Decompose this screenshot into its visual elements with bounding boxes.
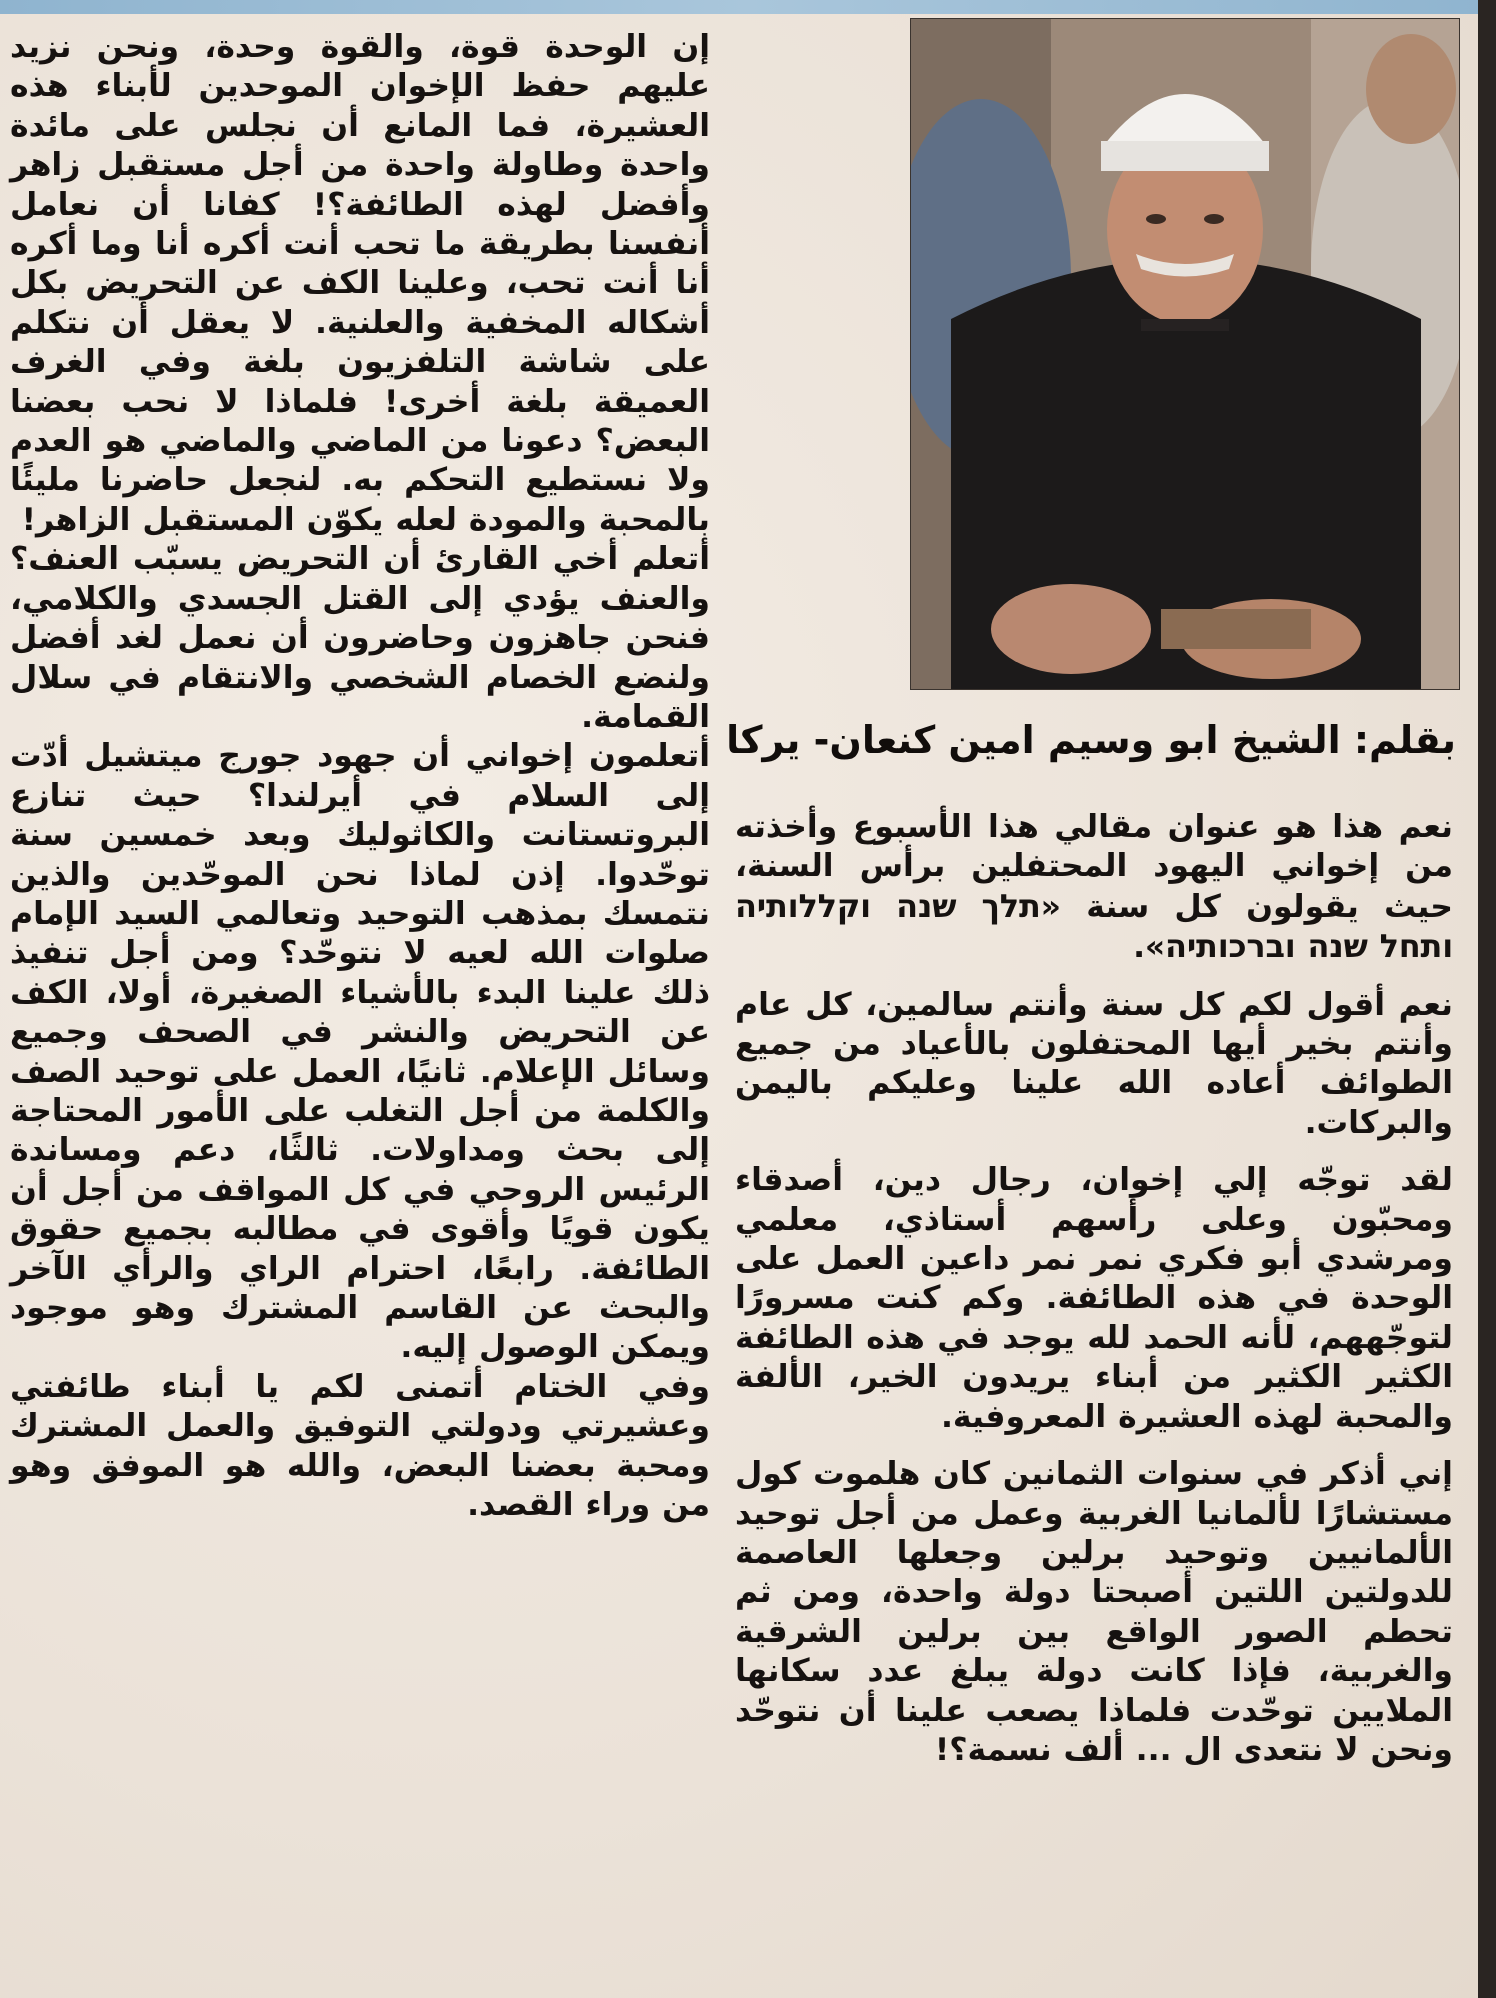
right-paragraph: إني أذكر في سنوات الثمانين كان هلموت كول مستشارًا لألمانيا الغربية وعمل من أجل توحيد الألمانيين وتوحيد برلين وجعلها العاصمة للدولتين اللتين أصبحتا دولة واحدة، ومن ثم تحطم الصور الواقع بين برلين الشرقية والغربية، فإذا كانت دولة يبلغ عدد سكانها الملايين توحّدت فلماذا يصعب علينا أن نتوحّد ونحن لا نتعدى ال ... ألف نسمة؟!: [735, 1456, 1453, 1768]
left-paragraph: إن الوحدة قوة، والقوة وحدة، ونحن نزيد عليهم حفظ الإخوان الموحدين لأبناء هذه العشيرة، فما المانع أن نجلس على مائدة واحدة وطاولة واحدة من أجل مستقبل زاهر وأفضل لهذه الطائفة؟! كفانا أن نعامل أنفسنا بطريقة ما تحب أنت أكره أنا وما أكره أنا أنت تحب، وعلينا الكف عن التحريض بكل أشكاله المخفية والعلنية. لا يعقل أن نتكلم على شاشة التلفزيون بلغة وفي الغرف العميقة بلغة أخرى! فلماذا لا نحب بعضنا البعض؟ دعونا من الماضي والماضي هو العدم ولا نستطيع التحكم به. لنجعل حاضرنا مليئًا بالمحبة والمودة لعله يكوّن المستقبل الزاهر!: [10, 29, 710, 538]
article-right-column: [735, 808, 1453, 1770]
left-paragraph: أتعلم أخي القارئ أن التحريض يسبّب العنف؟ والعنف يؤدي إلى القتل الجسدي والكلامي، فنحن جاهزون وحاضرون أن نعمل لغد أفضل ولنضع الخصام الشخصي والانتقام في سلال القمامة.: [10, 541, 710, 735]
intro-end: ».: [1133, 929, 1166, 966]
article-left-column: [10, 28, 710, 1525]
right-paragraph: نعم أقول لكم كل سنة وأنتم سالمين، كل عام وأنتم بخير أيها المحتفلون بالأعياد من جميع الطوائف أعاده الله علينا وعليكم باليمن والبركات.: [735, 986, 1453, 1141]
scan-edge: [1478, 0, 1496, 1998]
author-photo: [910, 18, 1460, 690]
portrait-of-sheikh-icon: [911, 19, 1459, 689]
top-color-band: [0, 0, 1496, 14]
intro-text: نعم هذا هو عنوان مقالي هذا الأسبوع وأخذته من إخواني اليهود المحتفلين برأس السنة، حيث يقولون كل سنة «: [735, 809, 1453, 925]
hebrew-quote: תלך שנה וקללותיה ותחל שנה וברכותיה: [735, 886, 1453, 966]
article-byline: بقلم: الشيخ ابو وسيم امين كنعان- يركا: [726, 718, 1456, 762]
left-paragraph: وفي الختام أتمنى لكم يا أبناء طائفتي وعشيرتي ودولتي التوفيق والعمل المشترك ومحبة بعضنا البعض، والله هو الموفق وهو من وراء القصد.: [10, 1368, 710, 1524]
right-paragraph: لقد توجّه إلي إخوان، رجال دين، أصدقاء ومحبّون وعلى رأسهم أستاذي، معلمي ومرشدي أبو فكري نمر نمر داعين العمل على الوحدة في هذه الطائفة. وكم كنت مسرورًا لتوجّههم، لأنه الحمد لله يوجد في هذه الطائفة الكثير الكثير من أبناء يريدون الخير، الألفة والمحبة لهذه العشيرة المعروفية.: [735, 1162, 1453, 1435]
intro-paragraph: [735, 808, 1453, 968]
left-paragraph: أتعلمون إخواني أن جهود جورج ميتشيل أدّت إلى السلام في أيرلندا؟ حيث تنازع البروتستانت والكاثوليك وبعد خمسين سنة توحّدوا. إذن لماذا نحن الموحّدين والذين نتمسك بمذهب التوحيد وتعالمي السيد الإمام صلوات الله لعيه لا نتوحّد؟ ومن أجل تنفيذ ذلك علينا البدء بالأشياء الصغيرة، أولا، الكف عن التحريض والنشر في الصحف وجميع وسائل الإعلام. ثانيًا، العمل على توحيد الصف والكلمة من أجل التغلب على الأمور المحتاجة إلى بحث ومداولات. ثالثًا، دعم ومساندة الرئيس الروحي في كل المواقف من أجل أن يكون قويًا وأقوى في مطالبه بجميع حقوق الطائفة. رابعًا، احترام الراي والرأي الآخر والبحث عن القاسم المشترك وهو موجود ويمكن الوصول إليه.: [10, 738, 710, 1366]
